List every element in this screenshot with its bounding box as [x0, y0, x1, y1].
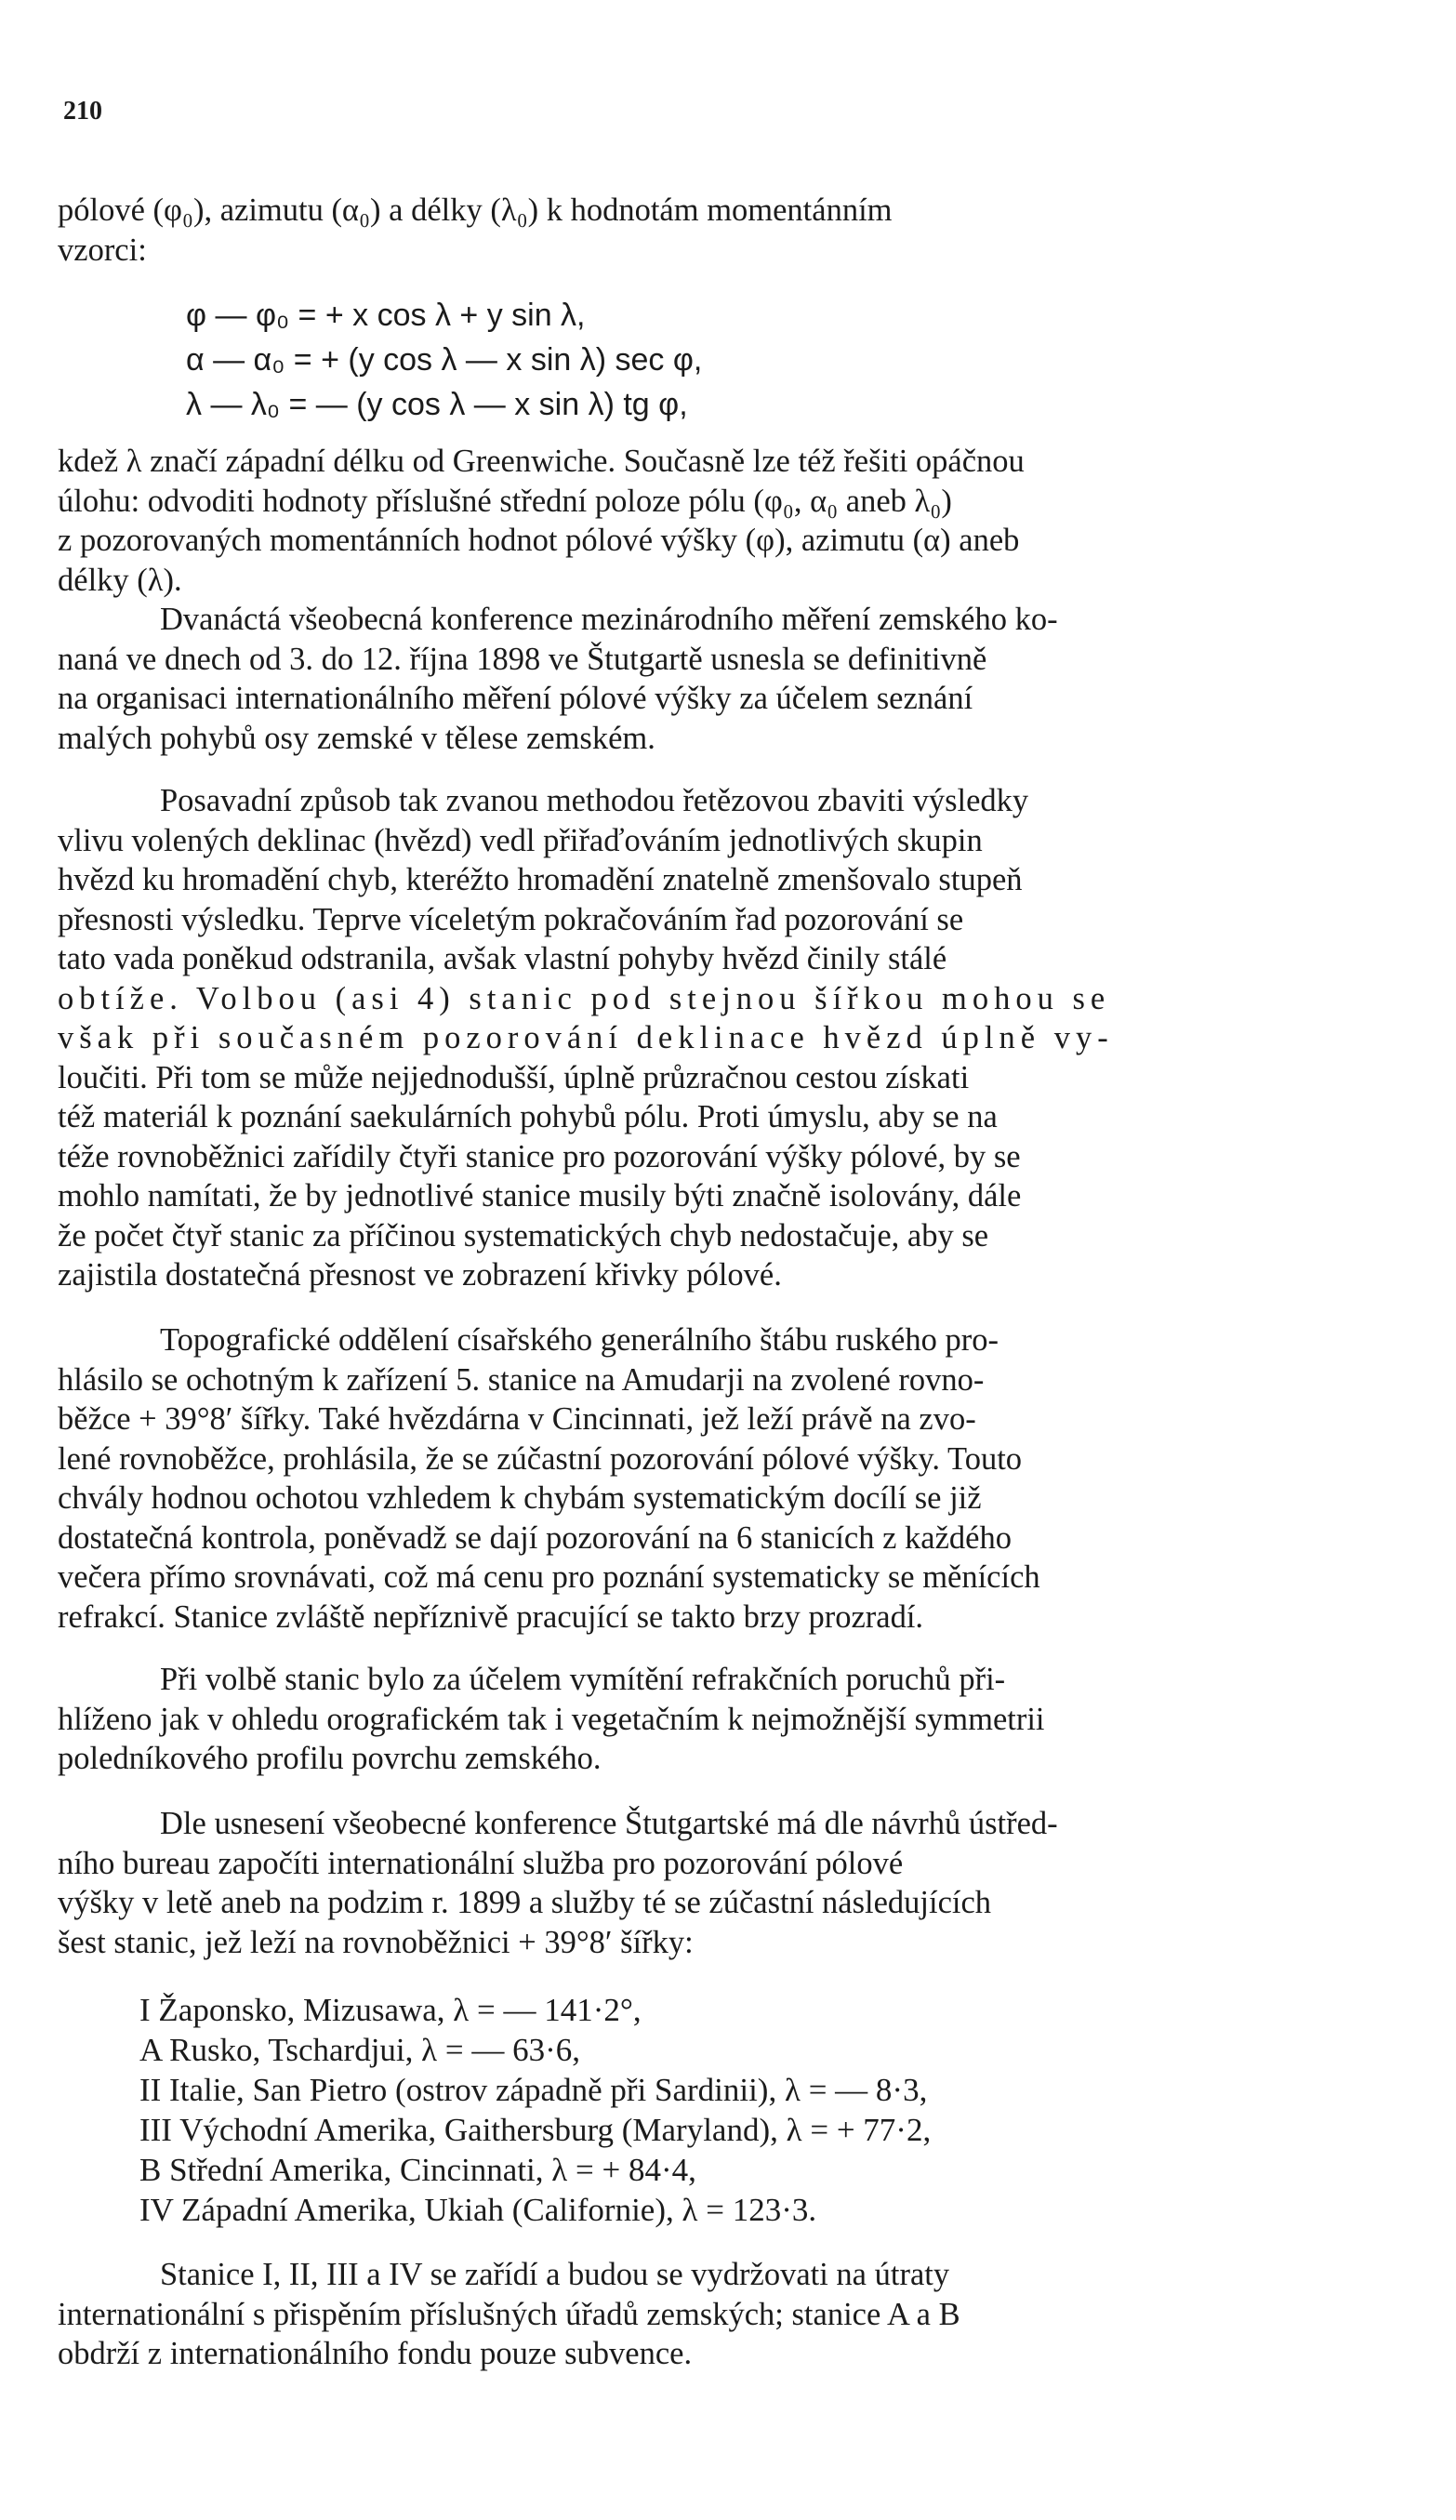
text-line: na organisaci internationálního měření pólové výšky za účelem seznání — [58, 681, 973, 716]
text-line: že počet čtyř stanic za příčinou systematických chyb nedostačuje, aby se — [58, 1217, 989, 1253]
text-line: naná ve dnech od 3. do 12. října 1898 ve Štutgartě usnesla se definitivně — [58, 641, 987, 677]
station-item: II Italie, San Pietro (ostrov západně při Sardinii), λ = — 8·3, — [139, 2072, 928, 2108]
text-line: Posavadní způsob tak zvanou methodou řetězovou zbaviti výsledky — [160, 783, 1029, 818]
text-line: hvězd ku hromadění chyb, kteréžto hromadění znatelně zmenšovalo stupeň — [58, 862, 1023, 897]
station-item: B Střední Amerika, Cincinnati, λ = + 84·4, — [139, 2152, 696, 2188]
text-line: běžce + 39°8′ šířky. Také hvězdárna v Cincinnati, jež leží právě na zvo- — [58, 1401, 976, 1437]
text-line: internationální s přispěním příslušných úřadů zemských; stanice A a B — [58, 2296, 960, 2332]
text-line: ního bureau započíti internationální služba pro pozorování pólové — [58, 1845, 904, 1881]
text-line: pólové (φ₀), azimutu (α₀) a délky (λ₀) k hodnotám momentánním — [58, 192, 893, 228]
text-line: Při volbě stanic bylo za účelem vymítění refrakčních poruchů při- — [160, 1662, 1006, 1697]
paragraph-1 — [58, 442, 1415, 600]
formula-line: φ — φ₀ = + x cos λ + y sin λ, — [186, 298, 586, 333]
text-line: malých pohybů osy zemské v tělese zemském. — [58, 720, 655, 756]
text-line: z pozorovaných momentánních hodnot pólové výšky (φ), azimutu (α) aneb — [58, 523, 1020, 558]
text-line: vlivu volených deklinac (hvězd) vedl přiřaďováním jednotlivých skupin — [58, 822, 983, 858]
text-line: obtíže. Volbou (asi 4) stanic pod stejnou šířkou mohou se — [58, 980, 1111, 1016]
text-line: lené rovnoběžce, prohlásila, že se zúčastní pozorování pólové výšky. Touto — [58, 1440, 1023, 1477]
text-line: však při současném pozorování deklinace hvězd úplně vy- — [58, 1020, 1114, 1055]
station-list — [139, 1990, 931, 2230]
text-line: délky (λ). — [58, 562, 182, 598]
text-line: obdrží z internationálního fondu pouze subvence. — [58, 2336, 693, 2371]
text-line: zajistila dostatečná přesnost ve zobrazení křivky pólové. — [58, 1257, 782, 1293]
intro-paragraph — [58, 191, 1415, 270]
text-line: loučiti. Při tom se může nejjednodušší, úplně průzračnou cestou získati — [58, 1059, 970, 1095]
station-item: I Žaponsko, Mizusawa, λ = — 141·2°, — [139, 1992, 642, 2028]
text-line: dostatečná kontrola, poněvadž se dají pozorování na 6 stanicích z každého — [58, 1519, 1012, 1556]
text-line: Dvanáctá všeobecná konference mezinárodního měření zemského ko- — [160, 602, 1058, 637]
text-line: mohlo namítati, že by jednotlivé stanice musily býti značně isolovány, dále — [58, 1178, 1022, 1214]
text-line: refrakcí. Stanice zvláště nepříznivě pracující se takto brzy prozradí. — [58, 1598, 924, 1635]
text-line: téže rovnoběžnici zařídily čtyři stanice pro pozorování výšky pólové, by se — [58, 1138, 1021, 1174]
text-line: hlásilo se ochotným k zařízení 5. stanice na Amudarji na zvolené rovno- — [58, 1361, 985, 1398]
text-line: tato vada poněkud odstranila, avšak vlastní pohyby hvězd činily stálé — [58, 941, 947, 976]
paragraph-2 — [58, 600, 1415, 758]
station-item: III Východní Amerika, Gaithersburg (Maryland), λ = + 77·2, — [139, 2112, 932, 2148]
text-line: přesnosti výsledku. Teprve víceletým pokračováním řad pozorování se — [58, 901, 964, 937]
formula-block — [186, 293, 702, 427]
text-line: hlíženo jak v ohledu orografickém tak i vegetačním k nejmožnější symmetrii — [58, 1701, 1045, 1737]
text-line: výšky v letě aneb na podzim r. 1899 a služby té se zúčastní následujících — [58, 1885, 992, 1920]
paragraph-4 — [58, 1320, 1415, 1637]
station-item: A Rusko, Tschardjui, λ = — 63·6, — [139, 2032, 581, 2068]
paragraph-5 — [58, 1660, 1415, 1779]
paragraph-3 — [58, 781, 1415, 1295]
paragraph-7 — [58, 2255, 1415, 2374]
text-line: šest stanic, jež leží na rovnoběžnici + 39°8′ šířky: — [58, 1924, 694, 1960]
text-line: chvály hodnou ochotou vzhledem k chybám systematickým docílí se již — [58, 1480, 982, 1516]
formula-line: α — α₀ = + (y cos λ — x sin λ) sec φ, — [186, 342, 703, 378]
text-line: úlohu: odvoditi hodnoty příslušné střední poloze pólu (φ₀, α₀ aneb λ₀) — [58, 483, 952, 519]
text-line: též materiál k poznání saekulárních pohybů pólu. Proti úmyslu, aby se na — [58, 1099, 998, 1134]
paragraph-6 — [58, 1804, 1415, 1962]
text-line: poledníkového profilu povrchu zemského. — [58, 1741, 602, 1776]
text-line: kdež λ značí západní délku od Greenwiche. Současně lze též řešiti opáčnou — [58, 444, 1025, 479]
text-line: večera přímo srovnávati, což má cenu pro poznání systematicky se měnících — [58, 1559, 1040, 1595]
text-line: Topografické oddělení císařského generálního štábu ruského pro- — [160, 1322, 999, 1358]
text-line: Dle usnesení všeobecné konference Štutgartské má dle návrhů ústřed- — [160, 1806, 1058, 1841]
text-line: vzorci: — [58, 232, 147, 268]
formula-line: λ — λ₀ = — (y cos λ — x sin λ) tg φ, — [186, 387, 688, 422]
station-item: IV Západní Amerika, Ukiah (Californie), λ = 123·3. — [139, 2192, 817, 2228]
page-number: 210 — [63, 97, 102, 126]
text-line: Stanice I, II, III a IV se zařídí a budou se vydržovati na útraty — [160, 2257, 950, 2292]
